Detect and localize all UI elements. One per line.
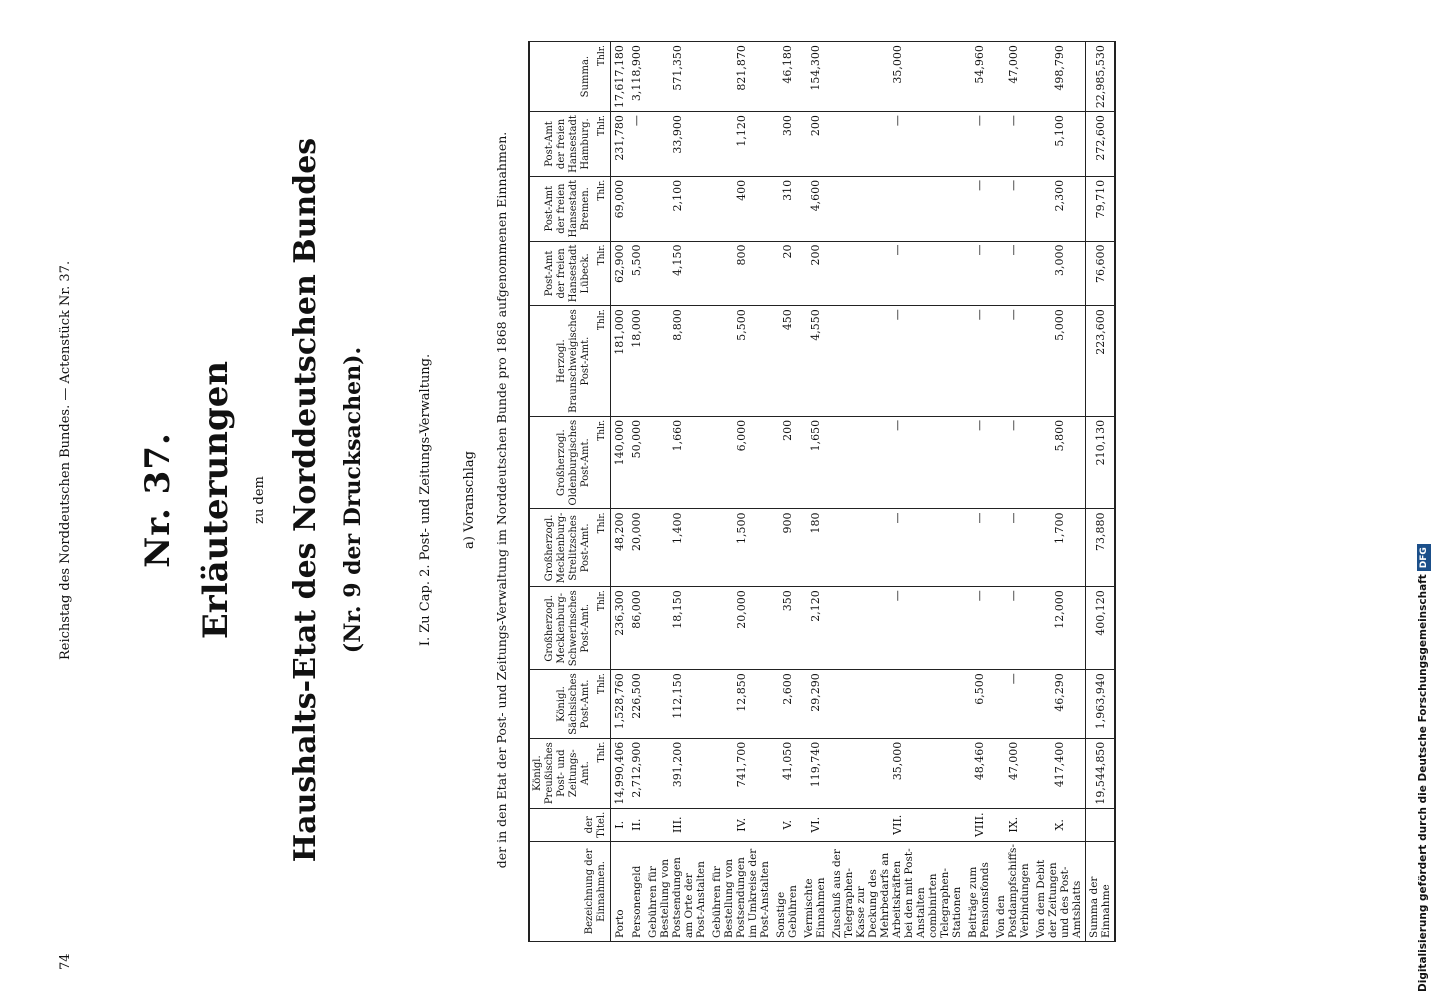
column-header-4 [529,587,611,670]
value-cell: — [993,416,1033,509]
value-cell: 1,500 [709,509,773,587]
value-cell: 4,600 [801,176,829,241]
value-cell: 181,000 [611,306,629,417]
value-cell: 6,500 [965,670,993,738]
value-cell: 1,400 [645,509,709,587]
column-header-9 [529,176,611,241]
value-cell: 5,800 [1033,416,1086,509]
row-title-number: I. [611,808,629,841]
table-body [611,42,1116,942]
column-unit: Thlr. [597,673,607,695]
revenue-table [528,41,1116,942]
value-cell: 35,000 [829,42,965,112]
column-header-label: Post-Amt der freien Hansestadt Lübeck. [544,244,591,303]
column-header-8 [529,241,611,306]
value-cell: 3,000 [1033,241,1086,306]
value-cell: 800 [709,241,773,306]
value-cell: — [829,587,965,670]
value-cell: 8,800 [645,306,709,417]
value-cell: 47,000 [993,738,1033,808]
value-cell: — [965,241,993,306]
value-cell: 41,050 [773,738,801,808]
value-cell: 5,500 [628,241,645,306]
value-cell: 14,990,406 [611,738,629,808]
value-cell: 46,180 [773,42,801,112]
value-cell: — [993,670,1033,738]
watermark [1412,8,1432,992]
subsection-heading: a) Voranschlag [462,451,477,549]
value-cell: 180 [801,509,829,587]
column-unit: Thlr. [597,115,607,136]
value-cell: 400 [709,176,773,241]
value-cell: 310 [773,176,801,241]
section-heading: I. Zu Cap. 2. Post- und Zeitungs-Verwaltung. [418,353,433,647]
sum-value-cell: 1,963,940 [1086,670,1116,738]
value-cell: 236,300 [611,587,629,670]
row-label: Personengeld [628,841,645,941]
value-cell: 33,900 [645,112,709,177]
table-row [628,42,645,942]
value-cell: 12,000 [1033,587,1086,670]
row-title-number: VIII. [965,808,993,841]
value-cell: — [829,306,965,417]
column-unit: Thlr. [597,244,607,266]
value-cell: — [829,241,965,306]
column-header-5 [529,509,611,587]
column-header-7 [529,306,611,417]
value-cell: 900 [773,509,801,587]
table-header-row [529,42,611,942]
row-label: Gebühren für Bestellung von Postsendungen am Orte der Post-Anstalten [645,841,709,941]
value-cell: — [965,416,993,509]
column-header-label: Königl. Sächsisches Post-Amt. [556,673,591,735]
table-row [965,42,993,942]
value-cell: 50,000 [628,416,645,509]
value-cell: 20 [773,241,801,306]
column-unit: Thlr. [597,179,607,201]
sum-value-cell: 400,120 [1086,587,1116,670]
value-cell: 154,300 [801,42,829,112]
value-cell: 20,000 [709,587,773,670]
value-cell: 391,200 [645,738,709,808]
value-cell: — [965,587,993,670]
column-header-0 [529,841,611,941]
value-cell: 4,550 [801,306,829,417]
value-cell: — [829,416,965,509]
value-cell: 1,528,760 [611,670,629,738]
column-header-10 [529,112,611,177]
value-cell: 2,300 [1033,176,1086,241]
value-cell: 17,617,180 [611,42,629,112]
value-cell [829,670,965,738]
value-cell: 3,118,900 [628,42,645,112]
value-cell: 2,120 [801,587,829,670]
table-row [709,42,773,942]
value-cell: 140,000 [611,416,629,509]
value-cell: 821,870 [709,42,773,112]
row-label: Beiträge zum Pensionsfonds [965,841,993,941]
table-row [993,42,1033,942]
sum-value-cell: 223,600 [1086,306,1116,417]
sum-value-cell: 22,985,530 [1086,42,1116,112]
value-cell: 5,100 [1033,112,1086,177]
value-cell: 2,100 [645,176,709,241]
value-cell: 20,000 [628,509,645,587]
value-cell: 48,200 [611,509,629,587]
value-cell: 62,900 [611,241,629,306]
document-reference: (Nr. 9 der Drucksachen). [340,346,366,654]
value-cell: — [993,306,1033,417]
sum-value-cell: 79,710 [1086,176,1116,241]
row-title-number: VI. [801,808,829,841]
value-cell: 200 [801,241,829,306]
column-unit: Thlr. [597,419,607,441]
value-cell: — [965,509,993,587]
column-unit: Thlr. [597,45,607,66]
title-connector: zu dem [252,476,267,524]
value-cell: — [993,176,1033,241]
row-title-number: V. [773,808,801,841]
table-caption: der in den Etat der Post- und Zeitungs-Verwaltung im Norddeutschen Bunde pro 1868 aufgenommenen Einnahmen. [494,131,509,869]
value-cell: 450 [773,306,801,417]
row-title-number: VII. [829,808,965,841]
value-cell: 18,150 [645,587,709,670]
value-cell: 5,000 [1033,306,1086,417]
value-cell: 46,290 [1033,670,1086,738]
row-title-number: IX. [993,808,1033,841]
sum-value-cell: 76,600 [1086,241,1116,306]
table-row [1033,42,1086,942]
value-cell: 417,400 [1033,738,1086,808]
column-header-label: der Titel. [584,811,607,838]
row-title-number: IV. [709,808,773,841]
value-cell: 48,460 [965,738,993,808]
column-unit: Thlr. [597,512,607,534]
running-header: Reichstag des Norddeutschen Bundes. — Actenstück Nr. 37. [58,260,73,660]
value-cell: — [993,509,1033,587]
row-label: Gebühren für Bestellung von Postsendungen im Umkreise der Post-Anstalten [709,841,773,941]
row-title-number: II. [628,808,645,841]
value-cell [628,176,645,241]
sum-title-empty [1086,808,1116,841]
value-cell: — [628,112,645,177]
value-cell: 4,150 [645,241,709,306]
column-header-1 [529,808,611,841]
value-cell: 1,660 [645,416,709,509]
row-label: Zuschuß aus der Telegraphen-Kasse zur Deckung des Mehrbedarfs an Arbeitskräften bei den mit Post-Anstalten combinirten Telegraphen-Stationen [829,841,965,941]
value-cell: 6,000 [709,416,773,509]
sum-value-cell: 19,544,850 [1086,738,1116,808]
value-cell: 300 [773,112,801,177]
sum-row [1086,42,1116,942]
watermark-text: Digitalisierung gefördert durch die Deutsche Forschungsgemeinschaft [1417,574,1429,992]
value-cell: — [965,112,993,177]
value-cell: — [829,509,965,587]
value-cell: — [993,241,1033,306]
value-cell: — [993,587,1033,670]
value-cell: 1,120 [709,112,773,177]
row-title-number: III. [645,808,709,841]
row-title-number: X. [1033,808,1086,841]
column-unit: Thlr. [597,590,607,612]
value-cell [829,176,965,241]
value-cell: 2,712,900 [628,738,645,808]
value-cell: 29,290 [801,670,829,738]
column-header-3 [529,670,611,738]
row-label: Porto [611,841,629,941]
row-label: Vermischte Einnahmen [801,841,829,941]
value-cell: 498,790 [1033,42,1086,112]
value-cell: 12,850 [709,670,773,738]
value-cell: 119,740 [801,738,829,808]
value-cell: 86,000 [628,587,645,670]
value-cell: 226,500 [628,670,645,738]
sum-value-cell: 210,130 [1086,416,1116,509]
value-cell: 741,700 [709,738,773,808]
table-row [801,42,829,942]
value-cell: 69,000 [611,176,629,241]
table-row [611,42,629,942]
column-header-label: Post-Amt der freien Hansestadt Hamburg. [544,115,591,173]
table-row [773,42,801,942]
column-header-label: Königl. Preußisches Post- und Zeitungs-Amt. [532,742,591,805]
value-cell: 1,700 [1033,509,1086,587]
row-label: Sonstige Gebühren [773,841,801,941]
row-label: Von dem Debit der Zeitungen und des Post-Amtsblatts [1033,841,1086,941]
column-unit: Thlr. [597,309,607,331]
column-header-label: Großherzogl. Oldenburgisches Post-Amt. [556,419,591,506]
value-cell: 200 [773,416,801,509]
value-cell: 112,150 [645,670,709,738]
column-header-label: Herzogl. Braunschweigisches Post-Amt. [556,309,591,413]
value-cell: 35,000 [829,738,965,808]
value-cell: 1,650 [801,416,829,509]
dfg-logo: DFG [1417,544,1431,571]
column-header-label: Summa. [580,55,591,98]
column-header-2 [529,738,611,808]
column-header-11 [529,42,611,112]
document-subtitle: Haushalts-Etat des Norddeutschen Bundes [288,137,323,863]
value-cell: — [993,112,1033,177]
value-cell: 571,350 [645,42,709,112]
column-header-6 [529,416,611,509]
value-cell: 231,780 [611,112,629,177]
value-cell: 2,600 [773,670,801,738]
column-header-label: Großherzogl. Mecklenburg-Schwerinsches Post-Amt. [544,590,591,667]
value-cell: — [965,176,993,241]
value-cell: 18,000 [628,306,645,417]
page-number: 74 [58,953,73,970]
table-row [829,42,965,942]
column-header-label: Post-Amt der freien Hansestadt Bremen. [544,179,591,238]
sum-value-cell: 272,600 [1086,112,1116,177]
value-cell: 47,000 [993,42,1033,112]
column-header-label: Großherzogl. Mecklenburg-Strelitzsches Post-Amt. [544,512,591,584]
sum-value-cell: 73,880 [1086,509,1116,587]
value-cell: — [965,306,993,417]
value-cell: 350 [773,587,801,670]
document-title: Erläuterungen [196,360,236,640]
table-row [645,42,709,942]
value-cell: — [829,112,965,177]
column-unit: Thlr. [597,741,607,763]
document-number: Nr. 37. [138,432,178,568]
sum-label: Summa der Einnahme [1086,841,1116,941]
value-cell: 54,960 [965,42,993,112]
row-label: Von den Postdampfschiffs-Verbindungen [993,841,1033,941]
value-cell: 200 [801,112,829,177]
value-cell: 5,500 [709,306,773,417]
column-header-label: Bezeichnung der Einnahmen. [584,848,607,935]
